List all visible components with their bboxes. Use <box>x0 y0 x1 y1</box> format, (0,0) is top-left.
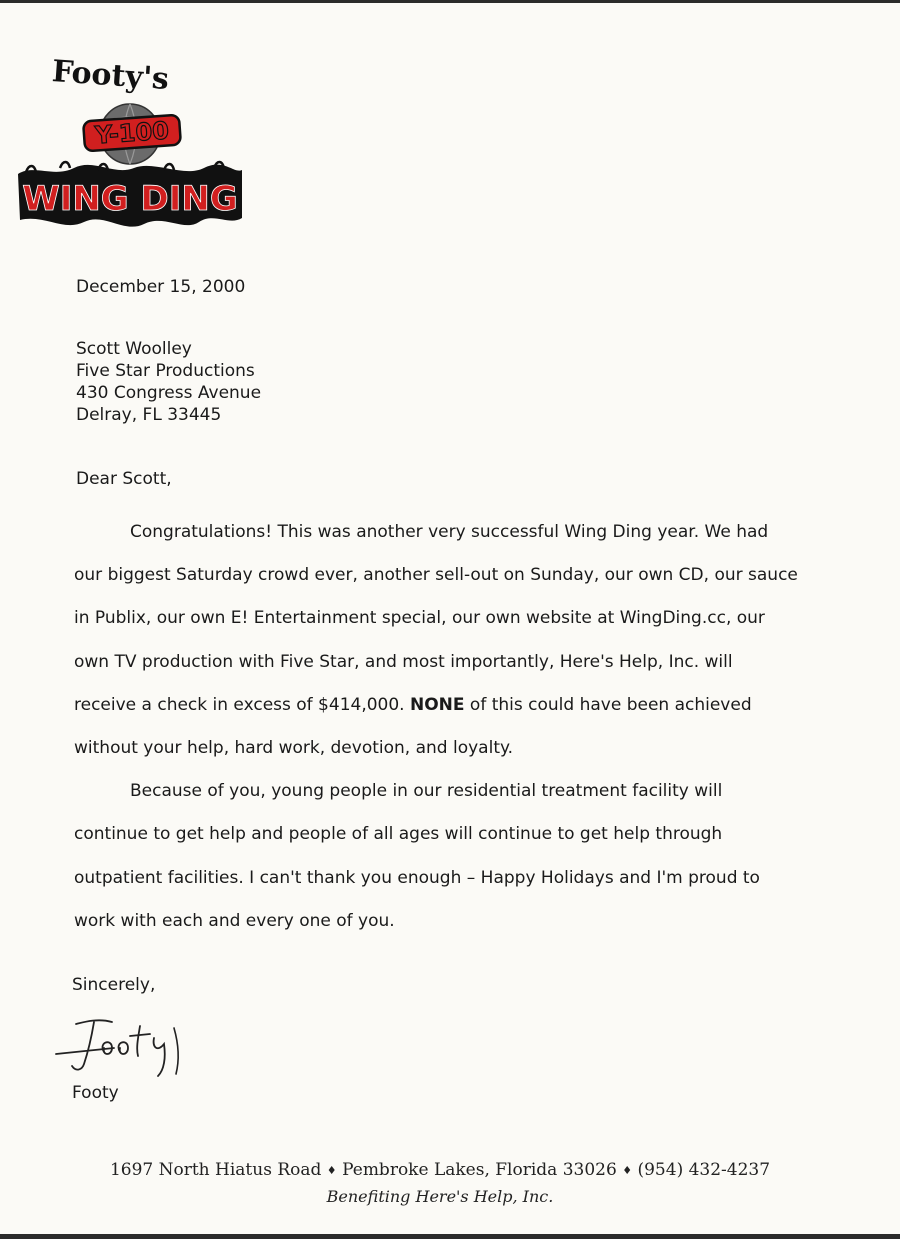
paragraph-2: Because of you, young people in our residential treatment facility will continue to get help and people of all ages will continue to get help through outpatient facilities. I can't thank you enough – Happy Holidays and I'm proud to work with each and every one of you. <box>74 781 760 931</box>
salutation: Dear Scott, <box>76 469 172 489</box>
signer-name: Footy <box>72 1083 119 1103</box>
footys-wing-ding-logo <box>14 52 246 232</box>
letter-body <box>74 511 798 943</box>
paragraph-1 <box>74 511 798 770</box>
footer-street: 1697 North Hiatus Road <box>109 1160 322 1180</box>
recipient-city: Delray, FL 33445 <box>76 405 222 425</box>
paragraph-1-part-2: of this could have been achieved without your help, hard work, devotion, and loyalty. <box>74 694 752 759</box>
footer-address <box>0 1160 880 1180</box>
footer-phone: (954) 432-4237 <box>637 1160 771 1180</box>
logo-graphic <box>14 52 246 232</box>
recipient-name: Scott Woolley <box>76 339 192 359</box>
scan-edge-bottom <box>0 1234 900 1239</box>
signature <box>54 1012 194 1080</box>
recipient-street: 430 Congress Avenue <box>76 383 262 403</box>
recipient-company: Five Star Productions <box>76 361 255 381</box>
logo-event-text: WING DING <box>22 179 238 219</box>
footer-city: Pembroke Lakes, Florida 33026 <box>342 1160 617 1180</box>
diamond-separator-icon: ♦ <box>622 1164 633 1177</box>
footer-benefiting: Benefiting Here's Help, Inc. <box>326 1187 554 1206</box>
paragraph-1-bold: NONE <box>409 694 465 715</box>
recipient-address <box>76 338 261 426</box>
closing: Sincerely, <box>72 975 156 995</box>
diamond-separator-icon: ♦ <box>326 1164 337 1177</box>
logo-station-text: Y-100 <box>94 116 170 150</box>
scan-edge-top <box>0 0 900 3</box>
logo-brand-text: Footy's <box>50 54 170 98</box>
letter-date: December 15, 2000 <box>76 277 246 297</box>
paragraph-1-part-1: Congratulations! This was another very successful Wing Ding year. We had our biggest Saturday crowd ever, another sell-out on Sunday, our own CD, our sauce in Publix, our own E! Entertainment special, our own website at WingDing.cc, our own TV production with Five Star, and most importantly, Here's Help, Inc. will receive a check in excess of $414,000. <box>74 522 798 715</box>
